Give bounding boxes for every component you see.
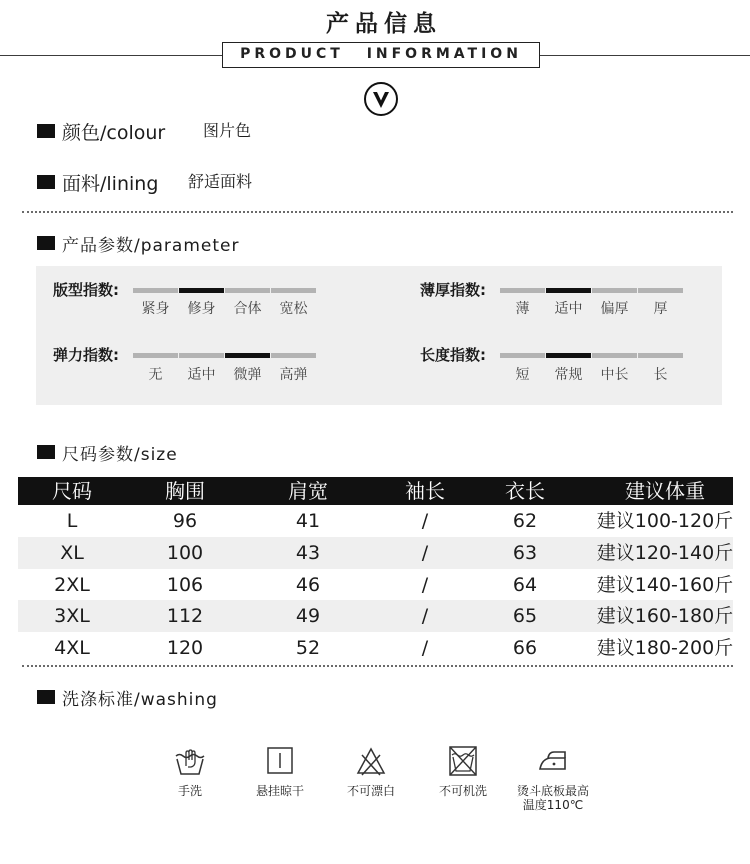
cell-weight: 建议140-160斤: [596, 574, 734, 596]
column-header-size: 尺码: [52, 479, 92, 503]
cell-size: 4XL: [54, 637, 90, 659]
cell-shoulder: 46: [295, 574, 321, 596]
cell-shoulder: 52: [295, 637, 321, 659]
chevron-down-circle-icon: [363, 81, 399, 117]
elasticity-index-option-label: 高弹: [279, 367, 308, 383]
column-header-shoulder: 肩宽: [288, 479, 328, 503]
cell-sleeve: /: [421, 637, 429, 659]
dotted-divider: [22, 211, 733, 213]
cell-size: 3XL: [54, 605, 90, 627]
lining-row: [37, 169, 158, 195]
cell-shoulder: 41: [295, 510, 321, 532]
wash-label: 不可漂白: [346, 784, 395, 798]
lining-label: 面料/lining: [62, 172, 159, 195]
thickness-index-segment-selected: [546, 288, 591, 293]
cell-length: 65: [512, 605, 538, 627]
length-index-segment-selected: [546, 353, 591, 358]
length-index-option-label: 长: [653, 367, 668, 383]
parameter-heading-row: [37, 230, 239, 256]
iron-icon: [536, 744, 570, 778]
fit-index-option-label: 合体: [233, 301, 262, 317]
wash-item-hand-wash: [145, 744, 235, 798]
cell-length: 63: [512, 542, 538, 564]
elasticity-index-option-label: 微弹: [233, 367, 262, 383]
wash-label-line2: 温度110℃: [522, 798, 584, 812]
colour-row: [37, 118, 165, 144]
washing-heading-row: [37, 684, 218, 710]
dotted-divider: [22, 665, 733, 667]
thickness-index-option-label: 薄: [515, 301, 530, 317]
elasticity-index-segment: [271, 353, 316, 358]
column-header-sleeve: 袖长: [405, 479, 445, 503]
drip-dry-icon: [263, 744, 297, 778]
cell-size: L: [66, 510, 78, 532]
fit-index-segment: [225, 288, 270, 293]
size-heading-row: [37, 439, 178, 465]
wash-item-iron: [508, 744, 598, 812]
elasticity-index-segment-selected: [225, 353, 270, 358]
lining-value: 舒适面料: [188, 172, 253, 191]
washing-heading: 洗涤标准/washing: [62, 689, 218, 710]
elasticity-index-segment: [133, 353, 178, 358]
length-index-segment: [592, 353, 637, 358]
bullet-square-icon: [37, 445, 55, 459]
elasticity-index-segment: [179, 353, 224, 358]
wash-label: 悬挂晾干: [255, 784, 304, 798]
wash-label: 手洗: [177, 784, 202, 798]
column-header-weight: 建议体重: [625, 479, 705, 503]
cell-chest: 106: [166, 574, 204, 596]
thickness-index-segment: [500, 288, 545, 293]
fit-index-label: 版型指数:: [53, 281, 119, 299]
bullet-square-icon: [37, 175, 55, 189]
cell-weight: 建议100-120斤: [596, 510, 734, 532]
cell-chest: 120: [166, 637, 204, 659]
length-index-segment: [500, 353, 545, 358]
no-machine-wash-icon: [446, 744, 480, 778]
hand-wash-icon: [173, 744, 207, 778]
cell-weight: 建议120-140斤: [596, 542, 734, 564]
thickness-index-segment: [592, 288, 637, 293]
cell-chest: 96: [172, 510, 198, 532]
fit-index-option-label: 宽松: [279, 301, 308, 317]
length-index-option-label: 中长: [600, 367, 629, 383]
fit-index-segment: [271, 288, 316, 293]
cell-sleeve: /: [421, 510, 429, 532]
fit-index-segment: [133, 288, 178, 293]
colour-value: 图片色: [203, 121, 252, 140]
length-index-segment: [638, 353, 683, 358]
fit-index-segment-selected: [179, 288, 224, 293]
page-subtitle: PRODUCT INFORMATION: [222, 42, 540, 68]
thickness-index-option-label: 厚: [653, 301, 668, 317]
column-header-length: 衣长: [505, 479, 545, 503]
fit-index-option-label: 紧身: [141, 301, 170, 317]
cell-length: 64: [512, 574, 538, 596]
parameter-heading: 产品参数/parameter: [62, 235, 240, 256]
cell-size: 2XL: [54, 574, 90, 596]
size-heading: 尺码参数/size: [62, 444, 178, 465]
thickness-index-option-label: 适中: [554, 301, 583, 317]
no-bleach-icon: [354, 744, 388, 778]
wash-label: 不可机洗: [438, 784, 487, 798]
cell-size: XL: [60, 542, 84, 564]
cell-chest: 112: [166, 605, 204, 627]
elasticity-index-option-label: 无: [148, 367, 163, 383]
thickness-index-segment: [638, 288, 683, 293]
wash-item-drip-dry: [235, 744, 325, 798]
cell-shoulder: 43: [295, 542, 321, 564]
length-index-label: 长度指数:: [420, 346, 486, 364]
wash-item-no-bleach: [326, 744, 416, 798]
thickness-index-option-label: 偏厚: [600, 301, 629, 317]
cell-weight: 建议160-180斤: [596, 605, 734, 627]
bullet-square-icon: [37, 690, 55, 704]
length-index-option-label: 短: [515, 367, 530, 383]
cell-sleeve: /: [421, 574, 429, 596]
wash-label: 烫斗底板最高: [516, 784, 589, 798]
wash-item-no-machine-wash: [418, 744, 508, 798]
cell-length: 62: [512, 510, 538, 532]
cell-chest: 100: [166, 542, 204, 564]
length-index-option-label: 常规: [554, 367, 583, 383]
elasticity-index-option-label: 适中: [187, 367, 216, 383]
cell-sleeve: /: [421, 605, 429, 627]
bullet-square-icon: [37, 236, 55, 250]
bullet-square-icon: [37, 124, 55, 138]
fit-index-option-label: 修身: [187, 301, 216, 317]
cell-shoulder: 49: [295, 605, 321, 627]
thickness-index-label: 薄厚指数:: [420, 281, 486, 299]
page-title: 产品信息: [326, 11, 442, 37]
colour-label: 颜色/colour: [62, 121, 166, 144]
cell-sleeve: /: [421, 542, 429, 564]
cell-weight: 建议180-200斤: [596, 637, 734, 659]
cell-length: 66: [512, 637, 538, 659]
elasticity-index-label: 弹力指数:: [53, 346, 119, 364]
column-header-chest: 胸围: [165, 479, 205, 503]
